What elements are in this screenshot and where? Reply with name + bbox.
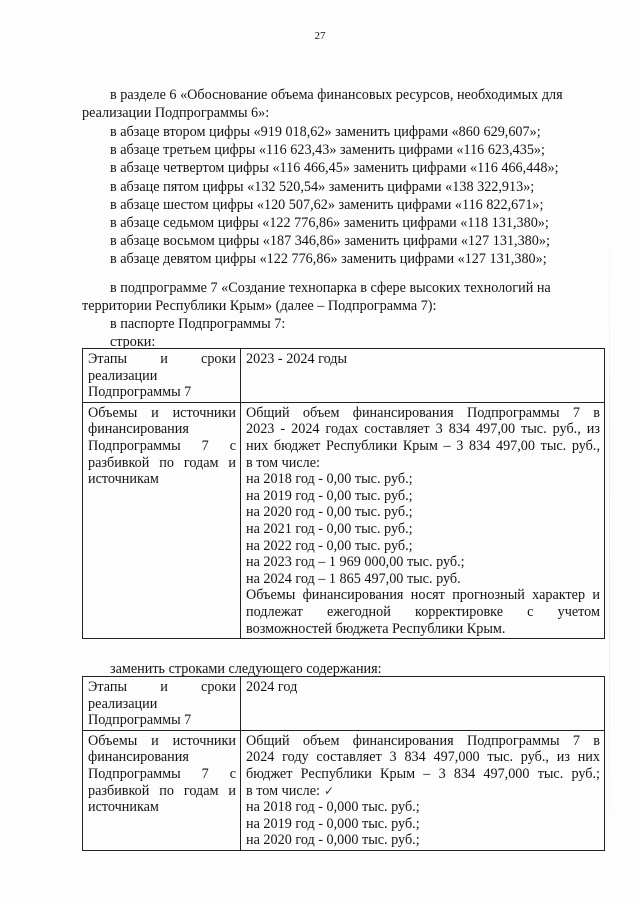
label-line: Объемы и источники	[88, 404, 236, 421]
funding-label-cell	[83, 402, 241, 638]
funding-note-line: подлежат ежегодной корректировке с учетом	[246, 603, 600, 620]
label-line: Объемы и источники	[88, 732, 236, 749]
stage-value-cell	[241, 677, 605, 731]
subprogram7-line-2: территории Республики Крым» (далее – Подпрограмма 7):	[82, 298, 437, 314]
label-line: Этапы и сроки	[88, 351, 236, 367]
year-funding-line: на 2024 год – 1 865 497,00 тыс. руб.	[246, 570, 461, 587]
year-funding-line: на 2019 год - 0,000 тыс. руб.;	[246, 815, 420, 832]
funding-intro-line: Общий объем финансирования Подпрограммы 7 в	[246, 404, 600, 421]
year-funding-line: на 2021 год - 0,00 тыс. руб.;	[246, 520, 413, 537]
year-funding-line: на 2023 год – 1 969 000,00 тыс. руб.;	[246, 554, 465, 571]
label-line: Подпрограммы 7 с	[88, 765, 236, 782]
funding-intro-line: бюджет Республики Крым – 3 834 497,000 тыс. руб.;	[246, 765, 600, 782]
funding-value-cell	[241, 402, 605, 638]
funding-intro-line: 2023 - 2024 годах составляет 3 834 497,00 тыс. руб., из	[246, 421, 600, 438]
year-funding-line: на 2018 год - 0,000 тыс. руб.;	[246, 799, 420, 816]
scan-edge-divider	[609, 250, 610, 810]
intro-line-2: реализации Подпрограммы 6»:	[82, 105, 270, 121]
amendment-item: в абзаце четвертом цифры «116 466,45» заменить цифрами «116 466,448»;	[110, 160, 559, 177]
label-line: Подпрограммы 7	[88, 384, 192, 401]
funding-value-cell	[241, 730, 605, 850]
stage-value-cell	[241, 349, 605, 403]
amendment-item: в абзаце седьмом цифры «122 776,86» заменить цифрами «118 131,380»;	[110, 215, 549, 232]
amendment-item: в абзаце пятом цифры «132 520,54» заменить цифрами «138 322,913»;	[110, 178, 535, 195]
label-line: разбивкой по годам и	[88, 454, 236, 471]
in-total-label: в том числе:	[246, 782, 320, 799]
label-line: источникам	[88, 471, 159, 488]
label-line: Подпрограммы 7	[88, 712, 192, 729]
label-line: финансирования	[88, 421, 189, 438]
label-line: финансирования	[88, 749, 189, 766]
stage-label-cell	[83, 349, 241, 403]
table-row	[83, 402, 605, 638]
handwritten-check-icon: ✓	[323, 783, 335, 798]
stage-label-cell	[83, 677, 241, 731]
label-line: реализации	[88, 367, 158, 384]
year-funding-line: на 2019 год - 0,00 тыс. руб.;	[246, 487, 413, 504]
funding-note-line: Объемы финансирования носят прогнозный характер и	[246, 587, 600, 604]
stage-value: 2023 - 2024 годы	[246, 351, 348, 367]
year-funding-line: на 2020 год - 0,00 тыс. руб.;	[246, 504, 413, 521]
label-line: реализации	[88, 695, 158, 712]
in-total-line	[246, 783, 600, 800]
rows-label: строки:	[110, 334, 156, 350]
funding-note-line: возможностей бюджета Республики Крым.	[246, 620, 506, 637]
amendment-item: в абзаце втором цифры «919 018,62» заменить цифрами «860 629,607»;	[110, 124, 541, 140]
funding-intro-line: 2024 году составляет 3 834 497,000 тыс. руб., из них	[246, 749, 600, 766]
in-total-label: в том числе:	[246, 454, 320, 471]
year-funding-line: на 2020 год - 0,000 тыс. руб.;	[246, 832, 420, 849]
old-rows-table	[82, 348, 605, 639]
label-line: разбивкой по годам и	[88, 782, 236, 799]
table-row	[83, 677, 605, 731]
stage-value: 2024 год	[246, 679, 298, 695]
amendment-item: в абзаце восьмом цифры «187 346,86» заменить цифрами «127 131,380»;	[110, 233, 550, 250]
amendment-item: в абзаце третьем цифры «116 623,43» заменить цифрами «116 623,435»;	[110, 142, 545, 159]
label-line: источникам	[88, 799, 159, 816]
year-funding-line: на 2022 год - 0,00 тыс. руб.;	[246, 537, 413, 554]
funding-intro-line: Общий объем финансирования Подпрограммы 7 в	[246, 732, 600, 749]
year-funding-line: на 2018 год - 0,00 тыс. руб.;	[246, 471, 413, 488]
amendment-list	[110, 123, 559, 269]
replace-label: заменить строками следующего содержания:	[110, 661, 382, 677]
label-line: Подпрограммы 7 с	[88, 437, 236, 454]
page-number: 27	[314, 30, 326, 42]
table-row	[83, 349, 605, 403]
subprogram7-line-1: в подпрограмме 7 «Создание технопарка в сфере высоких технологий на	[110, 280, 551, 296]
new-rows-table	[82, 676, 605, 851]
label-line: Этапы и сроки	[88, 679, 236, 695]
funding-label-cell	[83, 730, 241, 850]
funding-intro-line: них бюджет Республики Крым – 3 834 497,00 тыс. руб.,	[246, 437, 600, 454]
amendment-item: в абзаце девятом цифры «122 776,86» заменить цифрами «127 131,380»;	[110, 251, 547, 268]
passport-label: в паспорте Подпрограммы 7:	[110, 316, 286, 332]
amendment-item: в абзаце шестом цифры «120 507,62» заменить цифрами «116 822,671»;	[110, 196, 544, 213]
table-row	[83, 730, 605, 850]
intro-line-1: в разделе 6 «Обоснование объема финансовых ресурсов, необходимых для	[110, 87, 563, 103]
